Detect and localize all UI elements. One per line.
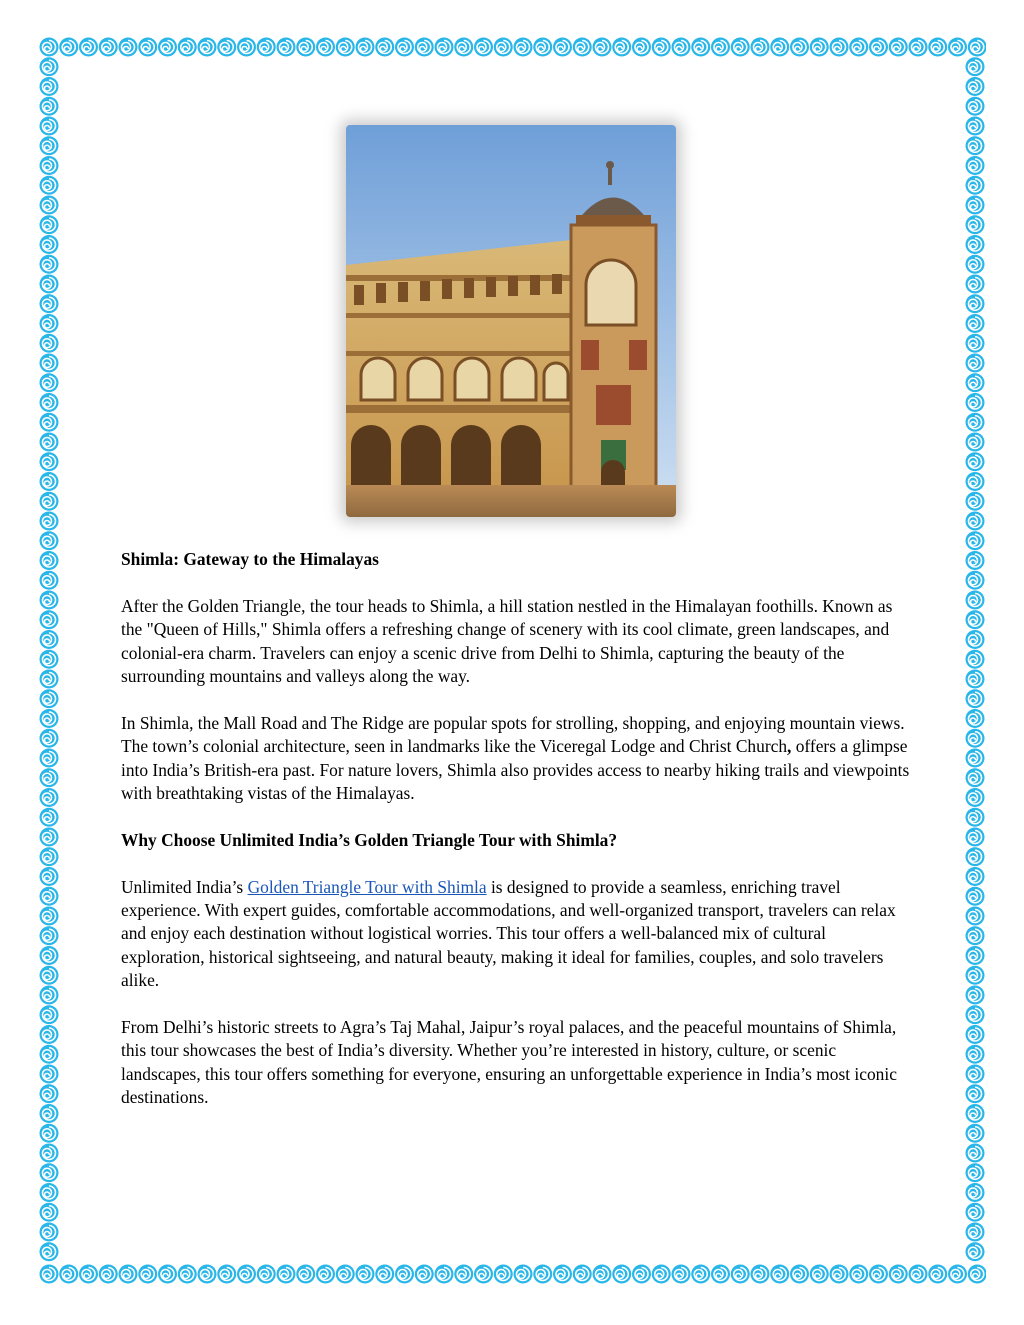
spiral-motif xyxy=(296,38,315,57)
spiral-motif xyxy=(966,156,985,175)
spiral-motif xyxy=(810,1265,829,1284)
spiral-motif xyxy=(652,38,671,57)
spiral-motif xyxy=(40,1203,59,1222)
spiral-motif xyxy=(257,1265,276,1284)
spiral-motif xyxy=(40,1144,59,1163)
spiral-motif xyxy=(770,38,789,57)
spiral-motif xyxy=(198,1265,217,1284)
spiral-motif xyxy=(178,1265,197,1284)
spiral-motif xyxy=(966,117,985,136)
spiral-motif xyxy=(296,1265,315,1284)
spiral-motif xyxy=(40,176,59,195)
spiral-motif xyxy=(59,38,78,57)
spiral-motif xyxy=(415,1265,434,1284)
spiral-motif xyxy=(731,1265,750,1284)
spiral-motif xyxy=(316,38,335,57)
text-segment: In Shimla, the Mall Road and The Ridge are popular spots for strolling, shopping, and enjoying mountain views. The town’s colonial architecture, seen in landmarks like the Viceregal Lodge and Christ Church xyxy=(121,712,905,757)
spiral-motif xyxy=(40,196,59,215)
spiral-motif xyxy=(966,867,985,886)
paragraph-conclusion: From Delhi’s historic streets to Agra’s Taj Mahal, Jaipur’s royal palaces, and the peaceful mountains of Shimla, this tour showcases the best of India’s diversity. Whether you’re interested in history, culture, or scenic landscapes, this tour offers something for everyone, ensuring an unforgettable experience in India’s most iconic destinations. xyxy=(121,1017,897,1108)
spiral-motif xyxy=(966,1045,985,1064)
spiral-motif xyxy=(40,788,59,807)
spiral-motif xyxy=(40,887,59,906)
spiral-motif xyxy=(966,275,985,294)
spiral-motif xyxy=(257,38,276,57)
spiral-motif xyxy=(966,452,985,471)
spiral-motif xyxy=(830,38,849,57)
spiral-motif xyxy=(40,808,59,827)
golden-triangle-tour-link[interactable]: Golden Triangle Tour with Shimla xyxy=(247,876,487,897)
spiral-motif xyxy=(869,38,888,57)
section-heading-why-choose: Why Choose Unlimited India’s Golden Triangle Tour with Shimla? xyxy=(121,829,618,850)
spiral-motif xyxy=(966,413,985,432)
text-segment: Unlimited India’s xyxy=(121,876,248,897)
spiral-motif xyxy=(966,1084,985,1103)
spiral-motif xyxy=(966,1223,985,1242)
spiral-border-left xyxy=(38,36,60,1285)
spiral-motif xyxy=(40,215,59,234)
spiral-motif xyxy=(909,1265,928,1284)
spiral-motif xyxy=(40,512,59,531)
spiral-motif xyxy=(711,1265,730,1284)
spiral-motif xyxy=(966,136,985,155)
section-heading-shimla: Shimla: Gateway to the Himalayas xyxy=(121,549,379,569)
spiral-motif xyxy=(751,38,770,57)
spiral-motif xyxy=(966,709,985,728)
spiral-motif xyxy=(40,729,59,748)
spiral-motif xyxy=(40,670,59,689)
spiral-motif xyxy=(966,689,985,708)
spiral-motif xyxy=(198,38,217,57)
spiral-motif xyxy=(966,986,985,1005)
spiral-motif xyxy=(966,294,985,313)
spiral-motif xyxy=(889,38,908,57)
spiral-motif xyxy=(966,788,985,807)
palace-photo xyxy=(346,125,676,517)
spiral-motif xyxy=(40,709,59,728)
spiral-motif xyxy=(849,1265,868,1284)
spiral-motif xyxy=(356,38,375,57)
spiral-motif xyxy=(966,729,985,748)
spiral-motif xyxy=(375,38,394,57)
spiral-motif xyxy=(40,610,59,629)
spiral-motif xyxy=(79,38,98,57)
spiral-motif xyxy=(966,1163,985,1182)
spiral-motif xyxy=(40,294,59,313)
spiral-motif xyxy=(966,591,985,610)
spiral-motif xyxy=(514,1265,533,1284)
spiral-motif xyxy=(928,38,947,57)
spiral-motif xyxy=(966,1183,985,1202)
spiral-motif xyxy=(395,1265,414,1284)
spiral-motif xyxy=(494,38,513,57)
spiral-motif xyxy=(966,235,985,254)
spiral-motif xyxy=(849,38,868,57)
spiral-motif xyxy=(966,334,985,353)
spiral-motif xyxy=(474,1265,493,1284)
spiral-motif xyxy=(966,354,985,373)
spiral-motif xyxy=(40,57,59,76)
palace-illustration xyxy=(346,125,676,517)
spiral-motif xyxy=(40,97,59,116)
spiral-motif xyxy=(553,38,572,57)
spiral-motif xyxy=(158,1265,177,1284)
spiral-motif xyxy=(672,1265,691,1284)
spiral-motif xyxy=(40,907,59,926)
spiral-motif xyxy=(966,551,985,570)
spiral-motif xyxy=(40,452,59,471)
spiral-motif xyxy=(966,512,985,531)
spiral-motif xyxy=(966,749,985,768)
spiral-motif xyxy=(966,1144,985,1163)
spiral-motif xyxy=(40,373,59,392)
spiral-motif xyxy=(40,768,59,787)
spiral-motif xyxy=(632,1265,651,1284)
spiral-motif xyxy=(966,255,985,274)
spiral-motif xyxy=(966,57,985,76)
spiral-motif xyxy=(40,472,59,491)
spiral-motif xyxy=(966,472,985,491)
spiral-motif xyxy=(966,946,985,965)
spiral-motif xyxy=(40,255,59,274)
spiral-motif xyxy=(237,38,256,57)
spiral-motif xyxy=(770,1265,789,1284)
spiral-motif xyxy=(40,926,59,945)
paragraph-tour-design xyxy=(121,876,911,993)
spiral-motif xyxy=(966,768,985,787)
spiral-motif xyxy=(40,946,59,965)
spiral-motif xyxy=(336,38,355,57)
spiral-motif xyxy=(830,1265,849,1284)
spiral-motif xyxy=(356,1265,375,1284)
spiral-motif xyxy=(652,1265,671,1284)
spiral-motif xyxy=(40,1025,59,1044)
spiral-motif xyxy=(731,38,750,57)
spiral-motif xyxy=(966,314,985,333)
spiral-motif xyxy=(138,1265,157,1284)
spiral-motif xyxy=(40,117,59,136)
bold-comma: , xyxy=(787,736,792,757)
spiral-motif xyxy=(593,38,612,57)
spiral-motif xyxy=(277,1265,296,1284)
spiral-motif xyxy=(573,38,592,57)
spiral-motif xyxy=(593,1265,612,1284)
spiral-motif xyxy=(40,275,59,294)
spiral-motif xyxy=(790,1265,809,1284)
spiral-motif xyxy=(138,38,157,57)
spiral-motif xyxy=(40,1242,59,1261)
spiral-motif xyxy=(336,1265,355,1284)
spiral-motif xyxy=(966,492,985,511)
spiral-motif xyxy=(435,1265,454,1284)
spiral-motif xyxy=(494,1265,513,1284)
spiral-motif xyxy=(474,38,493,57)
spiral-motif xyxy=(40,1065,59,1084)
spiral-motif xyxy=(966,828,985,847)
spiral-motif xyxy=(966,196,985,215)
spiral-motif xyxy=(612,1265,631,1284)
spiral-motif xyxy=(40,966,59,985)
spiral-motif xyxy=(40,828,59,847)
spiral-motif xyxy=(672,38,691,57)
spiral-motif xyxy=(178,38,197,57)
spiral-border-right xyxy=(964,36,986,1285)
spiral-motif xyxy=(40,77,59,96)
spiral-motif xyxy=(40,1104,59,1123)
article-body xyxy=(121,548,911,1133)
spiral-motif xyxy=(966,1005,985,1024)
spiral-motif xyxy=(533,38,552,57)
spiral-motif xyxy=(217,38,236,57)
spiral-motif xyxy=(217,1265,236,1284)
spiral-motif xyxy=(40,1163,59,1182)
spiral-motif xyxy=(790,38,809,57)
spiral-motif xyxy=(119,38,138,57)
text-segment: is designed to provide a seamless, enriching travel experience. With expert guides, comfortable accommodations, and well-organized transport, travelers can relax and enjoy each destination without logistical worries. This tour offers a well-balanced mix of cultural exploration, historical sightseeing, and natural beauty, making it ideal for families, couples, and solo travelers alike. xyxy=(121,876,896,991)
spiral-motif xyxy=(40,531,59,550)
spiral-motif xyxy=(158,38,177,57)
spiral-motif xyxy=(40,689,59,708)
spiral-motif xyxy=(40,354,59,373)
spiral-border-top xyxy=(38,36,986,58)
spiral-motif xyxy=(99,38,118,57)
spiral-motif xyxy=(632,38,651,57)
spiral-motif xyxy=(966,887,985,906)
spiral-motif xyxy=(966,630,985,649)
spiral-motif xyxy=(40,1183,59,1202)
spiral-motif xyxy=(277,38,296,57)
spiral-motif xyxy=(316,1265,335,1284)
spiral-motif xyxy=(966,1025,985,1044)
spiral-motif xyxy=(40,630,59,649)
spiral-motif xyxy=(40,1084,59,1103)
spiral-motif xyxy=(553,1265,572,1284)
spiral-motif xyxy=(415,38,434,57)
spiral-motif xyxy=(810,38,829,57)
spiral-motif xyxy=(966,650,985,669)
spiral-motif xyxy=(40,986,59,1005)
spiral-motif xyxy=(40,1223,59,1242)
spiral-motif xyxy=(966,907,985,926)
spiral-motif xyxy=(966,610,985,629)
spiral-motif xyxy=(40,492,59,511)
spiral-motif xyxy=(40,650,59,669)
spiral-motif xyxy=(711,38,730,57)
spiral-motif xyxy=(40,591,59,610)
spiral-motif xyxy=(928,1265,947,1284)
spiral-motif xyxy=(889,1265,908,1284)
spiral-motif xyxy=(59,1265,78,1284)
spiral-motif xyxy=(119,1265,138,1284)
spiral-motif xyxy=(966,97,985,116)
spiral-motif xyxy=(40,433,59,452)
spiral-motif xyxy=(533,1265,552,1284)
spiral-motif xyxy=(966,433,985,452)
spiral-motif xyxy=(966,393,985,412)
spiral-motif xyxy=(40,847,59,866)
spiral-motif xyxy=(869,1265,888,1284)
spiral-motif xyxy=(40,393,59,412)
spiral-motif xyxy=(40,334,59,353)
spiral-motif xyxy=(395,38,414,57)
spiral-motif xyxy=(40,867,59,886)
spiral-motif xyxy=(40,235,59,254)
spiral-motif xyxy=(237,1265,256,1284)
spiral-motif xyxy=(40,551,59,570)
spiral-motif xyxy=(40,571,59,590)
spiral-border-bottom xyxy=(38,1263,986,1285)
spiral-motif xyxy=(966,215,985,234)
spiral-motif xyxy=(691,38,710,57)
spiral-motif xyxy=(40,156,59,175)
spiral-motif xyxy=(40,314,59,333)
spiral-motif xyxy=(966,847,985,866)
spiral-motif xyxy=(612,38,631,57)
spiral-motif xyxy=(79,1265,98,1284)
spiral-motif xyxy=(99,1265,118,1284)
spiral-motif xyxy=(691,1265,710,1284)
spiral-motif xyxy=(966,1065,985,1084)
spiral-motif xyxy=(966,176,985,195)
spiral-motif xyxy=(40,749,59,768)
spiral-motif xyxy=(435,38,454,57)
spiral-motif xyxy=(966,373,985,392)
spiral-motif xyxy=(966,77,985,96)
paragraph-shimla-attractions xyxy=(121,712,911,806)
spiral-motif xyxy=(966,1242,985,1261)
spiral-motif xyxy=(966,966,985,985)
spiral-motif xyxy=(966,926,985,945)
spiral-motif xyxy=(751,1265,770,1284)
spiral-motif xyxy=(573,1265,592,1284)
spiral-motif xyxy=(454,1265,473,1284)
spiral-motif xyxy=(454,38,473,57)
text-segment: offers a glimpse into India’s British-era past. For nature lovers, Shimla also provides access to nearby hiking trails and viewpoints with breathtaking vistas of the Himalayas. xyxy=(121,736,910,804)
paragraph-shimla-intro: After the Golden Triangle, the tour heads to Shimla, a hill station nestled in the Himalayan foothills. Known as the "Queen of Hills," Shimla offers a refreshing change of scenery with its cool climate, green landscapes, and colonial-era charm. Travelers can enjoy a scenic drive from Delhi to Shimla, capturing the beauty of the surrounding mountains and valleys along the way. xyxy=(121,595,893,687)
spiral-motif xyxy=(40,1124,59,1143)
spiral-motif xyxy=(40,136,59,155)
spiral-motif xyxy=(966,670,985,689)
spiral-motif xyxy=(966,1104,985,1123)
spiral-motif xyxy=(40,413,59,432)
spiral-motif xyxy=(40,1045,59,1064)
spiral-motif xyxy=(375,1265,394,1284)
spiral-motif xyxy=(966,571,985,590)
spiral-motif xyxy=(966,531,985,550)
spiral-motif xyxy=(40,1005,59,1024)
spiral-motif xyxy=(966,1203,985,1222)
spiral-motif xyxy=(514,38,533,57)
spiral-motif xyxy=(966,808,985,827)
spiral-motif xyxy=(966,1124,985,1143)
spiral-motif xyxy=(909,38,928,57)
